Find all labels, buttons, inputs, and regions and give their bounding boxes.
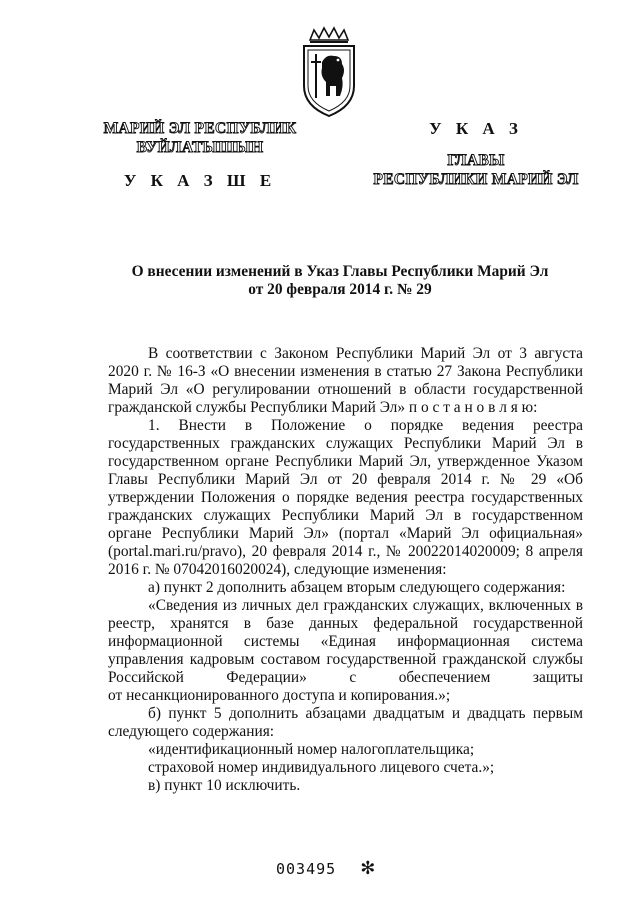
header-right-line1: ГЛАВЫ [447,152,505,169]
header-left-line2: ВУЙЛАТЫШЫН [136,139,264,156]
asterisk-mark: ✻ [360,858,376,879]
paragraph-preamble: В соответствии с Законом Республики Марий Эл от 3 августа 2020 г. № 16-З «О внесении изменения в статью 27 Закона Республики Марий Эл «О регулировании отношений в области государственной гражданской службы Республики Марий Эл» п о с т а н о в л я ю: [108,345,583,416]
paragraph-subitem-a: а) пункт 2 дополнить абзацем вторым следующего содержания: [148,579,566,596]
header-right-line2: РЕСПУБЛИКИ МАРИЙ ЭЛ [373,171,579,188]
paragraph-quote-1: «Сведения из личных дел гражданских служащих, включенных в реестр, хранятся в базе данных федеральной государственной информационной системы «Единая информационная система управления кадровым составом государственной гражданской службы Российской Федерации» с обеспечением защиты [108,597,583,686]
serial-number: 003495 [276,860,337,878]
header-left-title: У К А З Ш Е [123,171,277,190]
header-mari-block [100,119,300,191]
paragraph-quote-3: страховой номер индивидуального лицевого счета.»; [148,759,495,776]
document-title [60,263,620,299]
paragraph-item-1: 1. Внести в Положение о порядке ведения реестра государственных гражданских служащих Республики Марий Эл в государственном органе Республики Марий Эл, утвержденное Указом Главы Республики Марий Эл от 20 февраля 2014 г. № 29 «Об утверждении Положения о порядке ведения реестра государственных гражданских служащих Республики Марий Эл в государственном органе Республики Марий Эл» (портал «Марий Эл официальная» (portal.mari.ru/pravo), 20 февраля 2014 г., № 20022014020009; 8 апреля 2016 г. № 07042016020024), следующие изменения: [108,417,583,578]
decree-body [108,345,583,795]
paragraph-subitem-b: б) пункт 5 дополнить абзацами двадцатым и двадцать первым следующего содержания: [108,705,583,740]
paragraph-quote-2: «идентификационный номер налогоплательщика; [148,741,475,758]
paragraph-quote-1-end: от несанкционированного доступа и копирования.»; [108,687,451,704]
header-russian-block [356,119,596,189]
mari-el-coat-of-arms-icon [298,26,360,118]
paragraph-subitem-c: в) пункт 10 исключить. [148,777,301,794]
document-title-line2: от 20 февраля 2014 г. № 29 [248,281,432,298]
header-right-title: У К А З [429,119,523,138]
header-left-line1: МАРИЙ ЭЛ РЕСПУБЛИК [103,120,297,137]
document-title-line1: О внесении изменений в Указ Главы Республики Марий Эл [131,263,549,280]
footer [276,858,476,879]
